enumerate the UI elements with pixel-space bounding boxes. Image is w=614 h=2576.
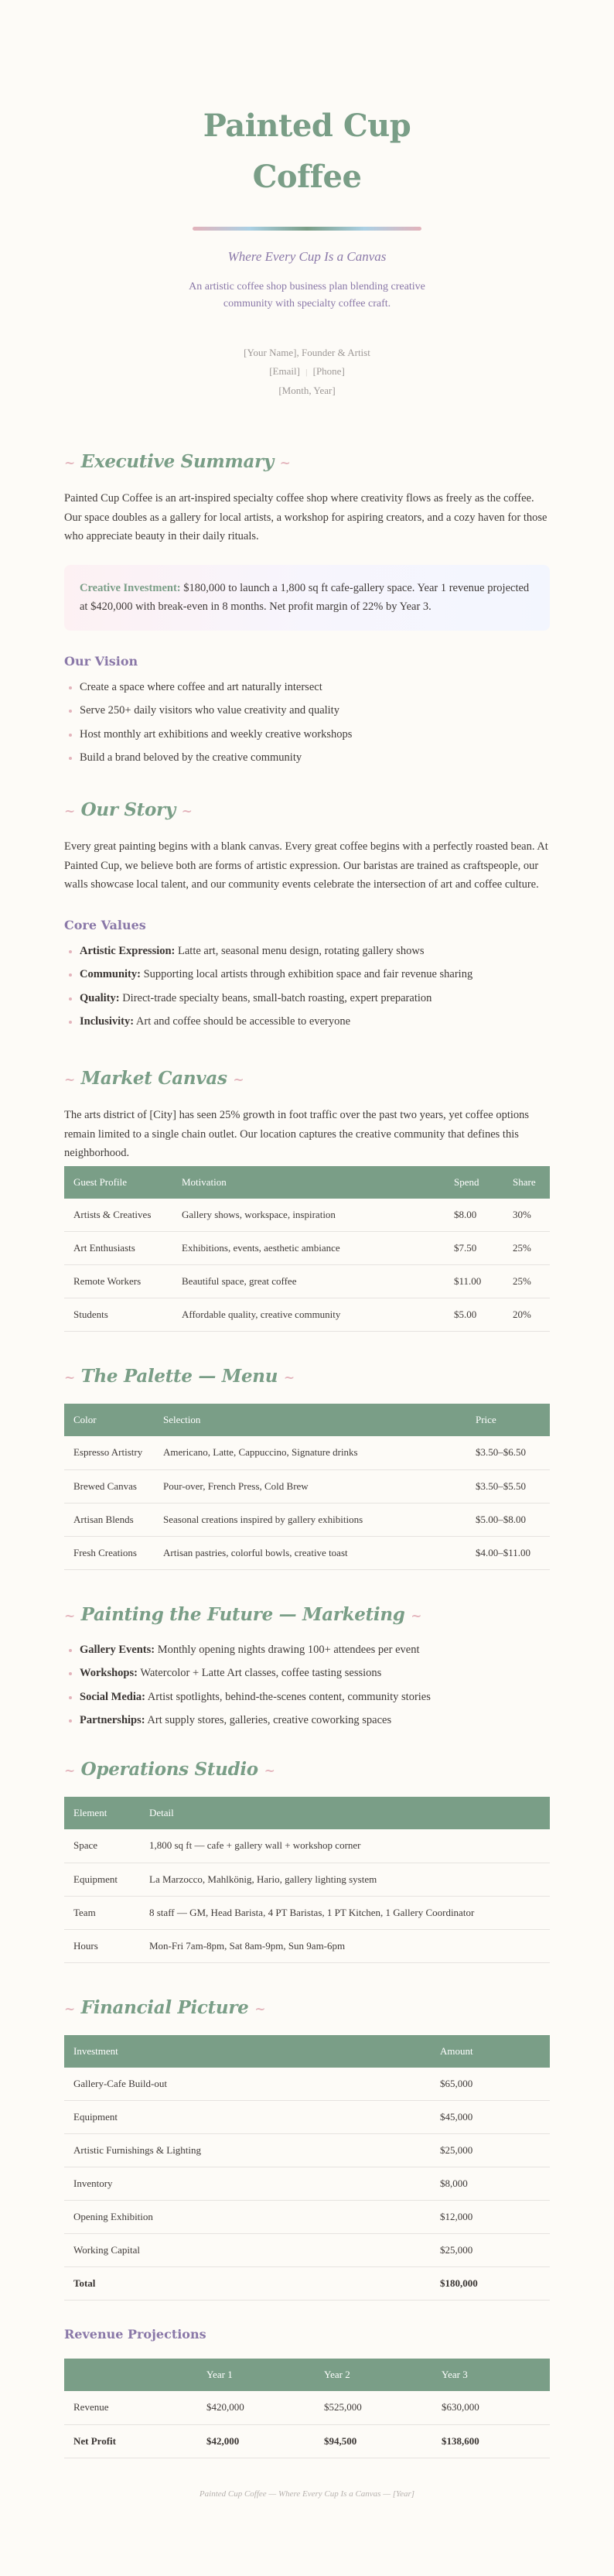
table-header-row	[64, 2035, 550, 2068]
tilde-ornament: ~	[233, 1072, 244, 1088]
operations-table	[64, 1797, 550, 1963]
tilde-ornament: ~	[279, 456, 291, 471]
cell: Artistic Furnishings & Lighting	[64, 2134, 431, 2167]
heading-text: Operations Studio	[80, 1759, 258, 1780]
business-plan-document	[64, 0, 550, 2576]
item-text: Direct-trade specialty beans, small-batch roasting, expert preparation	[119, 991, 432, 1004]
core-values-list	[64, 943, 550, 1030]
cell: Team	[64, 1896, 140, 1929]
cell: Americano, Latte, Cappuccino, Signature drinks	[154, 1436, 466, 1469]
item-text: Art supply stores, galleries, creative coworking spaces	[145, 1714, 392, 1726]
item-text: Latte art, seasonal menu design, rotating gallery shows	[175, 944, 425, 957]
table-row	[64, 2201, 550, 2234]
callout-label: Creative Investment:	[80, 581, 181, 594]
menu-table	[64, 1404, 550, 1570]
section-financial	[64, 1997, 550, 2458]
contact-phone: [Phone]	[312, 365, 345, 377]
market-paragraph: The arts district of [City] has seen 25% growth in foot traffic over the past two years, yet coffee options remain limited to a single chain outlet. Our location captures the creative community that defines this neighborhood.	[64, 1109, 530, 1159]
column-header	[64, 2359, 197, 2391]
story-paragraph: Every great painting begins with a blank canvas. Every great coffee begins with a perfectly roasted bean. At Painted Cup, we believe both are forms of artistic expression. Our baristas are trained as craftspeople, our walls showcase local talent, and our community events celebrate the intersection of art and coffee culture.	[64, 840, 548, 891]
cell: Artisan Blends	[64, 1503, 154, 1536]
section-market-canvas	[64, 1068, 550, 1332]
contact-line	[64, 362, 550, 381]
tilde-ornament: ~	[64, 1370, 75, 1386]
contact-date: [Month, Year]	[278, 385, 336, 396]
cell: Gallery shows, workspace, inspiration	[172, 1199, 445, 1232]
cell: $630,000	[432, 2391, 550, 2424]
table-row	[64, 1232, 550, 1265]
cell: Artists & Creatives	[64, 1199, 172, 1232]
section-heading	[64, 1366, 550, 1387]
heading-text: Financial Picture	[80, 1996, 249, 2018]
column-header: Year 3	[442, 2369, 468, 2380]
core-values-heading: Core Values	[64, 917, 146, 932]
list-item	[64, 1665, 550, 1681]
title-line-1: Painted Cup	[203, 108, 411, 144]
column-header: Investment	[73, 2044, 118, 2057]
table-row	[64, 2134, 550, 2167]
tilde-ornament: ~	[264, 1764, 275, 1779]
section-our-story	[64, 799, 550, 1029]
vision-list	[64, 679, 550, 766]
list-item: Build a brand beloved by the creative community	[64, 750, 550, 765]
table-row	[64, 1503, 550, 1536]
list-item	[64, 943, 550, 959]
tilde-ornament: ~	[64, 1764, 75, 1779]
item-text: Supporting local artists through exhibition space and fair revenue sharing	[140, 968, 473, 980]
cell: $420,000	[197, 2391, 315, 2424]
list-item: Create a space where coffee and art naturally intersect	[64, 679, 550, 695]
column-header: Selection	[163, 1414, 201, 1425]
table-row	[64, 2068, 550, 2101]
item-label: Partnerships:	[80, 1714, 145, 1726]
item-text: Artist spotlights, behind-the-scenes content, community stories	[145, 1690, 431, 1703]
column-header: Detail	[149, 1807, 174, 1818]
contact-separator: |	[305, 368, 308, 377]
section-marketing	[64, 1604, 550, 1729]
item-label: Artistic Expression:	[80, 944, 176, 957]
cell: Students	[64, 1298, 172, 1332]
cell: Revenue	[64, 2391, 197, 2424]
item-label: Social Media:	[80, 1690, 145, 1703]
heading-text: Our Story	[80, 799, 176, 820]
table-row	[64, 1896, 550, 1929]
section-operations	[64, 1759, 550, 1963]
cell: $3.50–$6.50	[466, 1436, 550, 1469]
gradient-divider	[193, 227, 421, 231]
column-header: Amount	[440, 2044, 473, 2057]
cover-description: An artistic coffee shop business plan blending creative community with specialty coffee craft.	[189, 281, 425, 310]
cell: Gallery-Cafe Build-out	[64, 2068, 431, 2101]
list-item	[64, 1712, 550, 1728]
item-label: Quality:	[80, 991, 120, 1004]
table-row	[64, 1863, 550, 1896]
item-label: Workshops:	[80, 1667, 138, 1679]
marketing-list	[64, 1642, 550, 1729]
contact-email: [Email]	[269, 365, 300, 377]
contact-block	[64, 344, 550, 400]
column-header: Price	[476, 1414, 496, 1425]
cell: Art Enthusiasts	[64, 1232, 172, 1265]
cell: Opening Exhibition	[64, 2201, 431, 2234]
guest-profile-table	[64, 1166, 550, 1332]
summary-paragraph: Painted Cup Coffee is an art-inspired specialty coffee shop where creativity flows as freely as the coffee. Our space doubles as a gallery for local artists, a workshop for aspiring creators, and a cozy haven for those who appreciate beauty in their daily rituals.	[64, 492, 547, 542]
table-row	[64, 1265, 550, 1298]
contact-name: [Your Name], Founder & Artist	[244, 347, 370, 358]
section-menu	[64, 1366, 550, 1570]
cell: $65,000	[431, 2068, 550, 2101]
cell: Space	[64, 1829, 140, 1863]
cell: $94,500	[315, 2424, 432, 2458]
tilde-ornament: ~	[64, 804, 75, 819]
tilde-ornament: ~	[283, 1370, 295, 1386]
list-item	[64, 990, 550, 1006]
cell: Total	[64, 2267, 431, 2301]
cell: $45,000	[431, 2101, 550, 2134]
cell: 30%	[503, 1199, 550, 1232]
vision-heading: Our Vision	[64, 653, 138, 669]
item-label: Community:	[80, 968, 141, 980]
cell: Remote Workers	[64, 1265, 172, 1298]
cell: 1,800 sq ft — cafe + gallery wall + workshop corner	[140, 1829, 550, 1863]
investment-table	[64, 2035, 550, 2301]
cell: $42,000	[197, 2424, 315, 2458]
column-header: Year 2	[324, 2369, 350, 2380]
cell: $25,000	[431, 2134, 550, 2167]
table-header-row	[64, 1797, 550, 1829]
list-item: Host monthly art exhibitions and weekly creative workshops	[64, 727, 550, 742]
tilde-ornament: ~	[411, 1608, 422, 1624]
table-row	[64, 1469, 550, 1503]
cell: Artisan pastries, colorful bowls, creative toast	[154, 1536, 466, 1569]
table-row	[64, 1436, 550, 1469]
table-row	[64, 1536, 550, 1569]
heading-text: Painting the Future — Marketing	[80, 1603, 405, 1625]
heading-text: Market Canvas	[80, 1068, 227, 1089]
cell: 8 staff — GM, Head Barista, 4 PT Baristas, 1 PT Kitchen, 1 Gallery Coordinator	[140, 1896, 550, 1929]
page-footer: Painted Cup Coffee — Where Every Cup Is a Canvas — [Year]	[199, 2489, 415, 2499]
tilde-ornament: ~	[64, 2001, 75, 2017]
item-text: Watercolor + Latte Art classes, coffee tasting sessions	[137, 1667, 382, 1679]
cell: Brewed Canvas	[64, 1469, 154, 1503]
table-header-row	[64, 2359, 550, 2391]
tilde-ornament: ~	[254, 2001, 266, 2017]
tagline: Where Every Cup Is a Canvas	[227, 249, 387, 264]
cell: Working Capital	[64, 2234, 431, 2267]
cell: Fresh Creations	[64, 1536, 154, 1569]
cell: $525,000	[315, 2391, 432, 2424]
cell: $4.00–$11.00	[466, 1536, 550, 1569]
list-item	[64, 1642, 550, 1657]
cell: Pour-over, French Press, Cold Brew	[154, 1469, 466, 1503]
table-row	[64, 2391, 550, 2424]
tilde-ornament: ~	[64, 1072, 75, 1088]
table-row	[64, 2167, 550, 2201]
column-header: Element	[73, 1807, 107, 1818]
cell: Beautiful space, great coffee	[172, 1265, 445, 1298]
cell: $3.50–$5.50	[466, 1469, 550, 1503]
section-heading	[64, 799, 550, 820]
cell: Seasonal creations inspired by gallery exhibitions	[154, 1503, 466, 1536]
cell: $12,000	[431, 2201, 550, 2234]
section-heading	[64, 1759, 550, 1780]
list-item: Serve 250+ daily visitors who value creativity and quality	[64, 703, 550, 718]
table-header-row	[64, 1404, 550, 1436]
cell: 25%	[503, 1265, 550, 1298]
cell: Mon-Fri 7am-8pm, Sat 8am-9pm, Sun 9am-6pm	[140, 1929, 550, 1962]
tilde-ornament: ~	[64, 1608, 75, 1624]
heading-text: The Palette — Menu	[80, 1366, 278, 1387]
cell: $5.00–$8.00	[466, 1503, 550, 1536]
column-header: Year 1	[206, 2369, 233, 2380]
table-row	[64, 2101, 550, 2134]
list-item	[64, 966, 550, 982]
tilde-ornament: ~	[181, 804, 193, 819]
cell: $8,000	[431, 2167, 550, 2201]
item-label: Inclusivity:	[80, 1015, 135, 1028]
section-heading	[64, 1997, 550, 2018]
section-heading	[64, 451, 550, 472]
cell: $8.00	[445, 1199, 503, 1232]
cell: Hours	[64, 1929, 140, 1962]
tilde-ornament: ~	[64, 456, 75, 471]
item-text: Art and coffee should be accessible to everyone	[134, 1015, 351, 1028]
section-executive-summary	[64, 451, 550, 765]
list-item	[64, 1689, 550, 1705]
column-header: Color	[73, 1414, 97, 1425]
column-header: Spend	[454, 1175, 479, 1188]
cell: $180,000	[431, 2267, 550, 2301]
cell: Inventory	[64, 2167, 431, 2201]
cell: 20%	[503, 1298, 550, 1332]
table-row	[64, 1199, 550, 1232]
cell: Equipment	[64, 2101, 431, 2134]
table-row	[64, 2234, 550, 2267]
cell: Equipment	[64, 1863, 140, 1896]
cell: $11.00	[445, 1265, 503, 1298]
cell: Net Profit	[64, 2424, 197, 2458]
cell: La Marzocco, Mahlkönig, Hario, gallery lighting system	[140, 1863, 550, 1896]
table-row	[64, 1298, 550, 1332]
column-header: Share	[513, 1175, 536, 1188]
revenue-projections-heading: Revenue Projections	[64, 2327, 206, 2342]
cell: $5.00	[445, 1298, 503, 1332]
heading-text: Executive Summary	[80, 451, 274, 472]
cell: 25%	[503, 1232, 550, 1265]
column-header: Guest Profile	[73, 1175, 127, 1188]
total-row	[64, 2267, 550, 2301]
cell: Exhibitions, events, aesthetic ambiance	[172, 1232, 445, 1265]
table-header-row	[64, 1166, 550, 1199]
callout-text: $180,000 to launch a 1,800 sq ft cafe-gallery space. Year 1 revenue projected at $420,000 with break-even in 8 months. Net profit margin of 22% by Year 3.	[80, 581, 530, 613]
net-profit-row	[64, 2424, 550, 2458]
investment-callout	[64, 565, 550, 631]
column-header: Motivation	[182, 1175, 227, 1188]
cell: $7.50	[445, 1232, 503, 1265]
cell: Affordable quality, creative community	[172, 1298, 445, 1332]
section-heading	[64, 1604, 550, 1625]
cell: Espresso Artistry	[64, 1436, 154, 1469]
title-line-2: Coffee	[252, 159, 362, 195]
section-heading	[64, 1068, 550, 1089]
list-item	[64, 1014, 550, 1029]
item-text: Monthly opening nights drawing 100+ attendees per event	[155, 1643, 420, 1656]
revenue-projections-table	[64, 2359, 550, 2458]
item-label: Gallery Events:	[80, 1643, 155, 1656]
table-row	[64, 1929, 550, 1962]
cover	[64, 101, 550, 400]
cell: $25,000	[431, 2234, 550, 2267]
cell: $138,600	[432, 2424, 550, 2458]
table-row	[64, 1829, 550, 1863]
document-title	[191, 101, 423, 203]
